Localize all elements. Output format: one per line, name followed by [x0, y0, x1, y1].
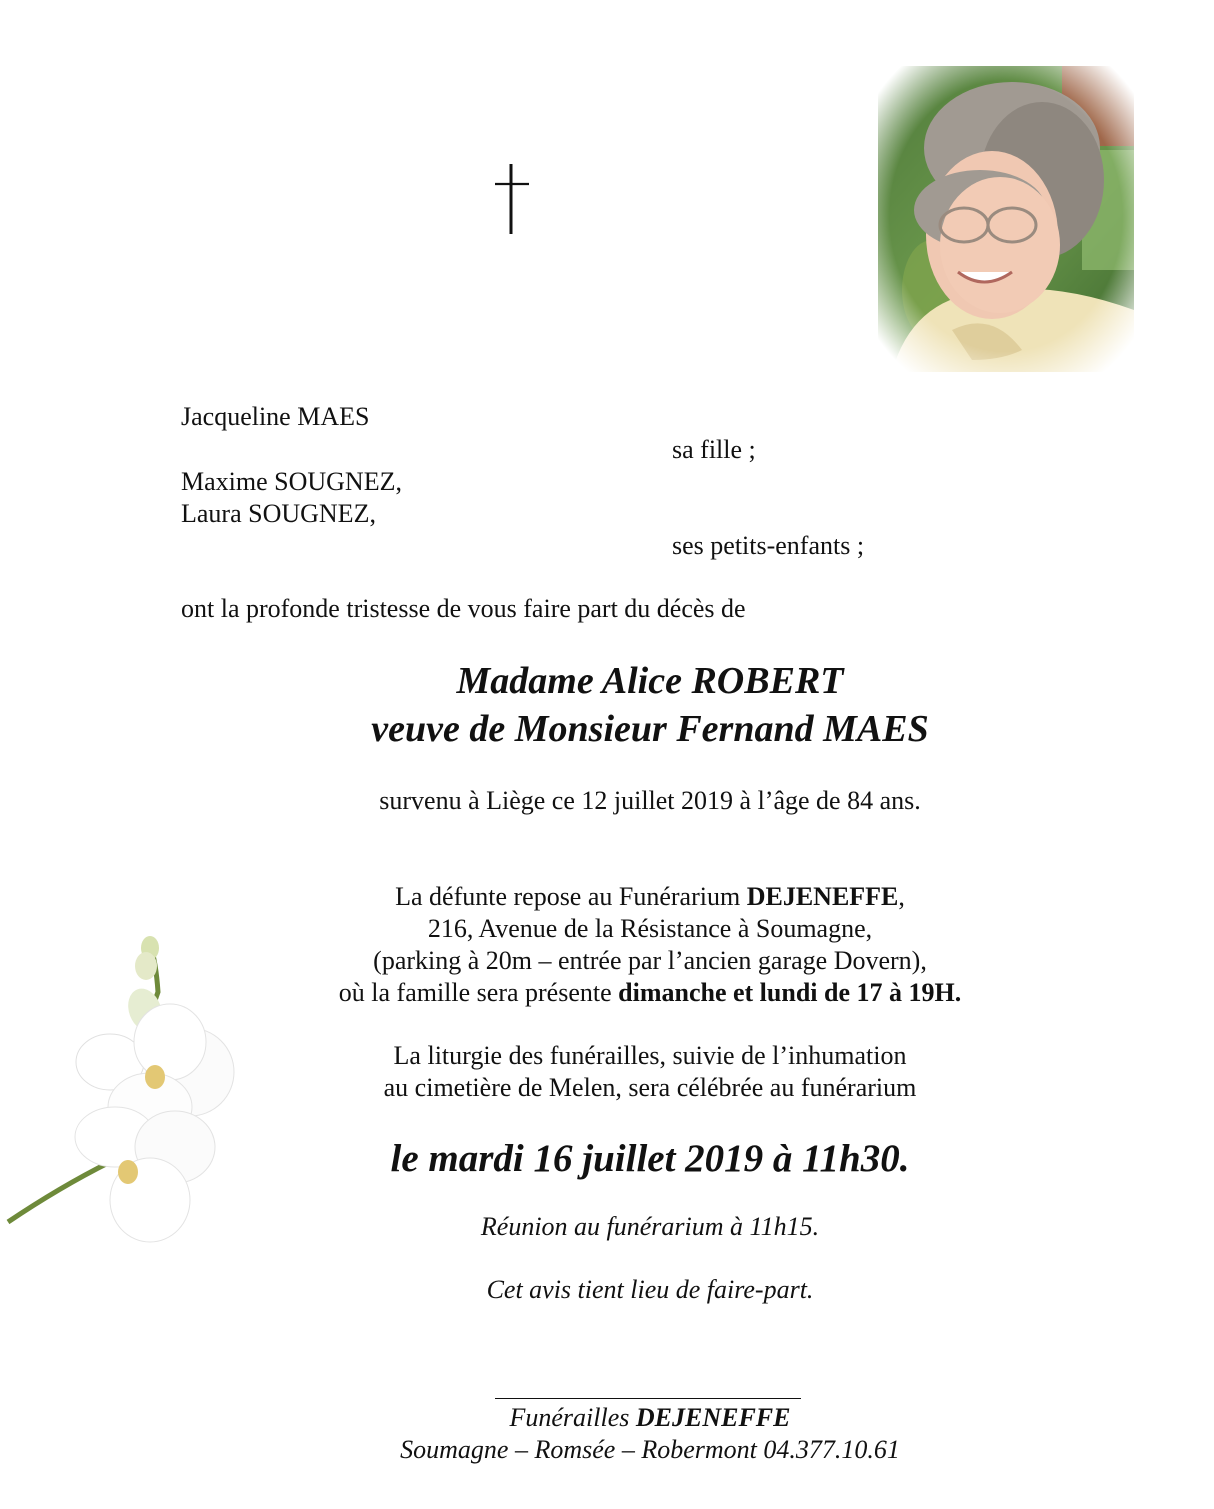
daughter-name: Jacqueline MAES — [181, 402, 370, 431]
intro-text: ont la profonde tristesse de vous faire part du décès de — [181, 594, 746, 623]
footer-rule — [495, 1398, 801, 1399]
repose-punct: , — [898, 882, 905, 911]
funeral-home-name: DEJENEFFE — [746, 882, 899, 911]
death-details: survenu à Liège ce 12 juillet 2019 à l’âge de 84 ans. — [379, 786, 921, 815]
notice-text: Cet avis tient lieu de faire-part. — [486, 1275, 814, 1304]
visiting-text: où la famille sera présente — [338, 978, 619, 1007]
repose-parking: (parking à 20m – entrée par l’ancien garage Dovern), — [373, 946, 927, 975]
footer-prefix: Funérailles — [509, 1403, 636, 1432]
repose-address: 216, Avenue de la Résistance à Soumagne, — [427, 914, 873, 943]
grandchild-name: Laura SOUGNEZ, — [181, 499, 376, 528]
repose-line-1 — [0, 881, 1214, 913]
grandchild-name: Maxime SOUGNEZ, — [181, 467, 402, 496]
footer-company-name: DEJENEFFE — [635, 1403, 791, 1432]
deceased-widow-of: veuve de Monsieur Fernand MAES — [371, 708, 929, 750]
visiting-days: dimanche et lundi de 17 à 19H. — [618, 978, 962, 1007]
repose-text: La défunte repose au Funérarium — [395, 882, 747, 911]
portrait-photo — [872, 60, 1140, 372]
repose-visiting-hours — [0, 977, 1214, 1009]
footer-company — [0, 1402, 1214, 1434]
liturgy-line-1: La liturgie des funérailles, suivie de l’inhumation — [393, 1041, 907, 1070]
deceased-name: Madame Alice ROBERT — [456, 660, 844, 702]
grandchildren-role: ses petits-enfants ; — [672, 531, 865, 560]
meeting-time: Réunion au funérarium à 11h15. — [480, 1212, 820, 1241]
cross-icon — [491, 160, 535, 236]
footer-locations-phone: Soumagne – Romsée – Robermont 04.377.10.61 — [400, 1435, 900, 1464]
daughter-role: sa fille ; — [672, 435, 756, 464]
ceremony-date: le mardi 16 juillet 2019 à 11h30. — [390, 1137, 910, 1180]
liturgy-line-2: au cimetière de Melen, sera célébrée au funérarium — [383, 1073, 917, 1102]
